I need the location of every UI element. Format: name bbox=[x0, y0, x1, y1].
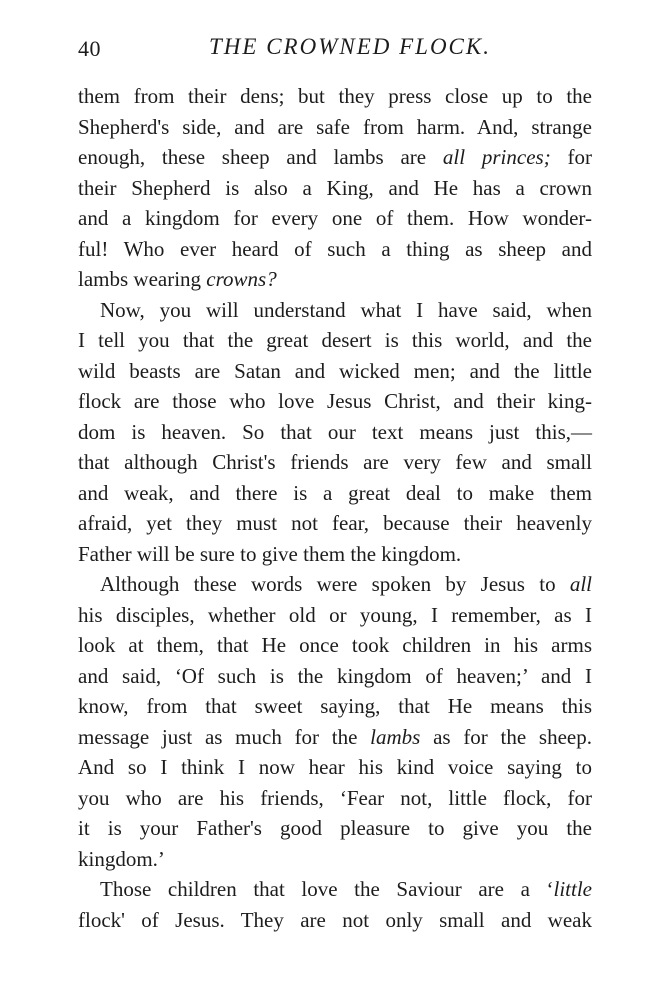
text-run: kingdom.’ bbox=[78, 846, 165, 871]
running-head bbox=[78, 34, 592, 64]
text-line bbox=[78, 539, 592, 570]
text-run: enough, these sheep and lambs are bbox=[78, 145, 443, 169]
text-line bbox=[78, 905, 592, 936]
text-run: lambs wearing bbox=[78, 267, 207, 291]
text-run: dom is heaven. So that our text means just this,— bbox=[78, 419, 592, 444]
text-run: and said, ‘Of such is the kingdom of heaven;’ and I bbox=[78, 663, 592, 688]
text-line bbox=[78, 630, 592, 661]
text-run: as for the sheep. bbox=[420, 724, 592, 749]
text-line bbox=[78, 600, 592, 631]
italic-text: crowns? bbox=[206, 267, 277, 291]
italic-text: little bbox=[553, 877, 592, 901]
text-run: know, from that sweet saying, that He means this bbox=[78, 694, 592, 718]
text-line bbox=[78, 356, 592, 387]
text-run: And so I think I now hear his kind voice saying to bbox=[78, 755, 592, 779]
text-line bbox=[78, 264, 592, 295]
text-line bbox=[78, 295, 592, 326]
text-run: Shepherd's side, and are safe from harm. And, strange bbox=[78, 114, 592, 139]
text-run: and weak, and there is a great deal to make them bbox=[78, 480, 592, 505]
text-run: Father will be sure to give them the kingdom. bbox=[78, 541, 462, 566]
text-line bbox=[78, 508, 592, 539]
text-run: I tell you that the great desert is this world, and the bbox=[78, 328, 592, 352]
text-line bbox=[78, 874, 592, 905]
text-line bbox=[78, 173, 592, 204]
page-number: 40 bbox=[78, 36, 101, 61]
text-line bbox=[78, 386, 592, 417]
paragraph bbox=[78, 81, 592, 295]
text-run: that although Christ's friends are very few and small bbox=[78, 450, 592, 474]
text-run: for bbox=[550, 145, 592, 169]
text-run: message just as much for the bbox=[78, 724, 371, 749]
text-line bbox=[78, 478, 592, 509]
text-run: afraid, yet they must not fear, because their heavenly bbox=[78, 511, 592, 535]
text-line bbox=[78, 691, 592, 722]
italic-text: lambs bbox=[370, 724, 421, 749]
text-run: flock are those who love Jesus Christ, and their king- bbox=[78, 389, 592, 413]
text-run: wild beasts are Satan and wicked men; and the little bbox=[78, 358, 592, 383]
paragraph bbox=[78, 569, 592, 874]
text-line bbox=[78, 661, 592, 692]
text-line bbox=[78, 722, 592, 753]
italic-text: all princes; bbox=[442, 145, 551, 169]
text-line bbox=[78, 325, 592, 356]
paragraph bbox=[78, 295, 592, 570]
text-line bbox=[78, 203, 592, 234]
text-run: Those children that love the Saviour are a ‘ bbox=[100, 877, 554, 901]
text-line bbox=[78, 447, 592, 478]
text-run: it is your Father's good pleasure to give you the bbox=[78, 816, 592, 840]
text-line bbox=[78, 752, 592, 783]
text-run: you who are his friends, ‘Fear not, little flock, for bbox=[78, 785, 592, 810]
text-line bbox=[78, 569, 592, 600]
text-run: Although these words were spoken by Jesus to bbox=[100, 572, 570, 596]
text-line bbox=[78, 112, 592, 143]
text-run: Now, you will understand what I have said, when bbox=[100, 297, 592, 322]
text-run: and a kingdom for every one of them. How wonder- bbox=[78, 206, 592, 230]
text-line bbox=[78, 844, 592, 875]
text-line bbox=[78, 81, 592, 112]
text-run: them from their dens; but they press close up to the bbox=[78, 84, 592, 108]
text-line bbox=[78, 142, 592, 173]
text-run: ful! Who ever heard of such a thing as sheep and bbox=[78, 236, 592, 261]
text-run: look at them, that He once took children in his arms bbox=[78, 633, 592, 657]
body-text bbox=[78, 81, 592, 935]
text-line bbox=[78, 783, 592, 814]
text-line bbox=[78, 417, 592, 448]
italic-text: all bbox=[569, 572, 592, 596]
text-run: his disciples, whether old or young, I remember, as I bbox=[78, 602, 592, 627]
text-run: their Shepherd is also a King, and He has a crown bbox=[78, 175, 592, 200]
running-title: THE CROWNED FLOCK. bbox=[209, 34, 491, 59]
text-line bbox=[78, 234, 592, 265]
text-line bbox=[78, 813, 592, 844]
text-run: flock' of Jesus. They are not only small and weak bbox=[78, 907, 592, 932]
paragraph bbox=[78, 874, 592, 935]
